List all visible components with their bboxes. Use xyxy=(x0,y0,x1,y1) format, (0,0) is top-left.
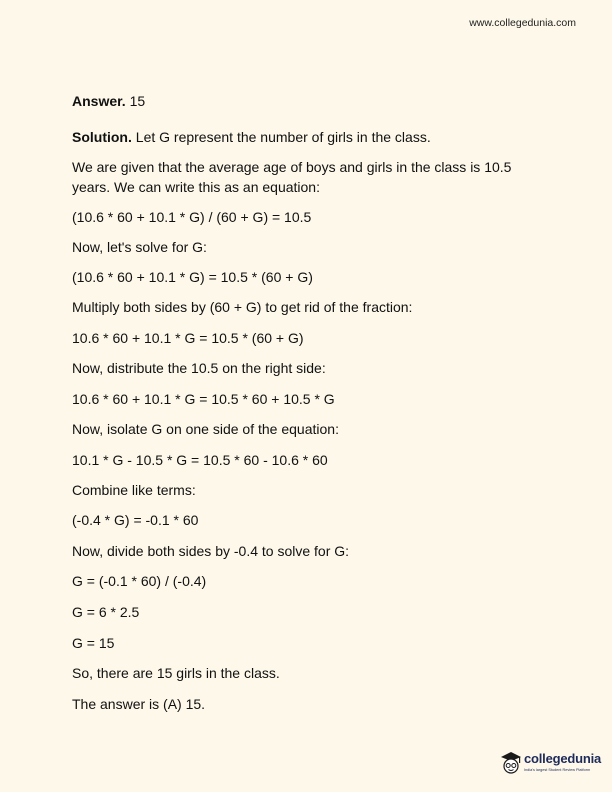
solution-line: Multiply both sides by (60 + G) to get rid of the fraction: xyxy=(72,299,413,315)
answer-label: Answer. xyxy=(72,93,126,109)
solution-intro: Let G represent the number of girls in the class. xyxy=(135,129,431,145)
solution-line: Combine like terms: xyxy=(72,482,196,498)
solution-line: (10.6 * 60 + 10.1 * G) = 10.5 * (60 + G) xyxy=(72,269,313,285)
solution-line: (10.6 * 60 + 10.1 * G) / (60 + G) = 10.5 xyxy=(72,209,312,225)
solution-line: So, there are 15 girls in the class. xyxy=(72,665,280,681)
solution-label: Solution. xyxy=(72,129,132,145)
logo-brand: collegedunia xyxy=(524,751,602,766)
solution-line: We are given that the average age of boys and girls in the class is 10.5 years. We can write this as an equation: xyxy=(72,159,512,195)
solution-line: 10.6 * 60 + 10.1 * G = 10.5 * (60 + G) xyxy=(72,330,304,346)
solution-line: Now, let's solve for G: xyxy=(72,239,207,255)
solution-line: 10.6 * 60 + 10.1 * G = 10.5 * 60 + 10.5 * G xyxy=(72,391,335,407)
solution-line: (-0.4 * G) = -0.1 * 60 xyxy=(72,512,199,528)
answer-line xyxy=(72,91,542,111)
solution-line: 10.1 * G - 10.5 * G = 10.5 * 60 - 10.6 * 60 xyxy=(72,452,328,468)
solution-line: The answer is (A) 15. xyxy=(72,696,206,712)
solution-line: Now, divide both sides by -0.4 to solve for G: xyxy=(72,543,350,559)
logo-tagline: India's largest Student Review Platform xyxy=(524,768,591,772)
graduate-mascot-icon xyxy=(498,749,524,779)
solution-line: G = 6 * 2.5 xyxy=(72,604,140,620)
solution-intro-line xyxy=(72,127,542,147)
solution-line: Now, distribute the 10.5 on the right side: xyxy=(72,360,326,376)
solution-line: G = (-0.1 * 60) / (-0.4) xyxy=(72,573,207,589)
answer-value: 15 xyxy=(129,93,146,109)
solution-line: G = 15 xyxy=(72,635,115,651)
solution-line: Now, isolate G on one side of the equation: xyxy=(72,421,339,437)
site-url: www.collegedunia.com xyxy=(469,17,576,29)
collegedunia-logo xyxy=(498,749,608,779)
